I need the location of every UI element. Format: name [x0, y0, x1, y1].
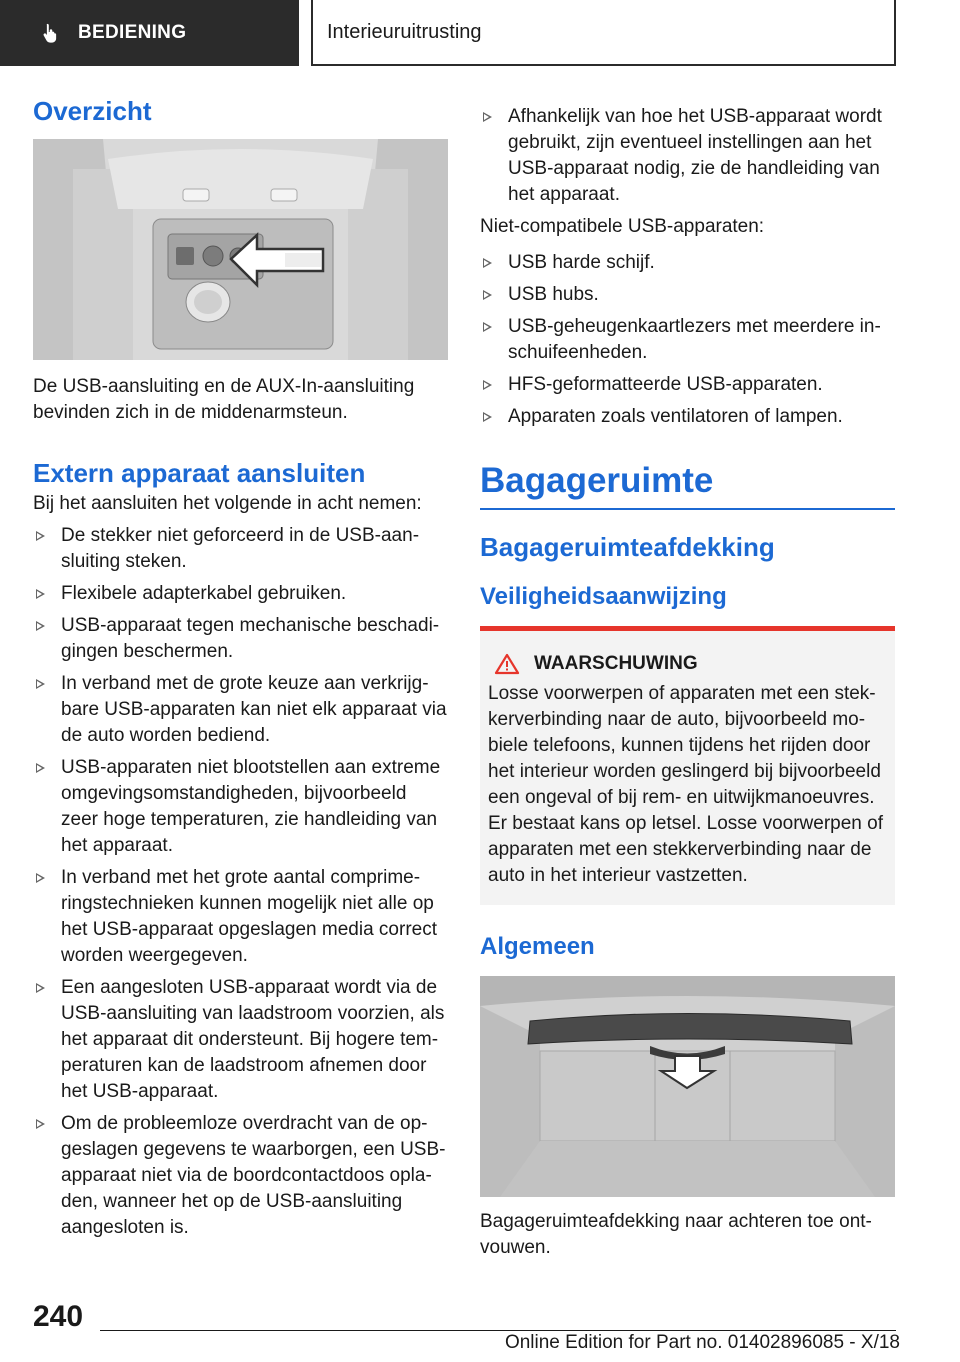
heading-algemeen: Algemeen: [480, 932, 595, 960]
triangle-bullet-icon: [36, 1119, 45, 1129]
armrest-usb-illustration: [33, 139, 448, 360]
warning-box: [480, 626, 895, 905]
left-column: [33, 96, 448, 1247]
chapter-label: BEDIENING: [78, 22, 187, 43]
warning-triangle-icon: [494, 653, 520, 675]
connect-intro: Bij het aansluiten het volgende in acht nemen:: [33, 493, 422, 515]
heading-afdekking: Bagageruimteafdekking: [480, 532, 775, 562]
edition-info: Online Edition for Part no. 01402896085 - X/18: [504, 1332, 900, 1353]
triangle-bullet-icon: [36, 589, 45, 599]
triangle-bullet-icon: [36, 763, 45, 773]
incompatible-label: Niet-compatibele USB-apparaten:: [480, 216, 765, 237]
right-column: [480, 104, 895, 1261]
list-item: Apparaten zoals ventilatoren of lampen.: [480, 404, 895, 430]
triangle-bullet-icon: [36, 621, 45, 631]
list-item: USB harde schijf.: [480, 250, 895, 276]
warning-header: [494, 653, 887, 675]
usb-port-photo: [33, 139, 448, 360]
heading-bagageruimte: Bagageruimte: [480, 461, 714, 500]
heading-extern: Extern apparaat aansluiten: [33, 458, 366, 489]
triangle-bullet-icon: [483, 290, 492, 300]
incompatible-devices-list: [480, 250, 895, 430]
triangle-bullet-icon: [483, 380, 492, 390]
list-item: USB-geheugenkaartlezers met meerdere inschuifeenheden.: [480, 314, 895, 366]
list-item: HFS-geformatteerde USB-apparaten.: [480, 372, 895, 398]
trunk-cover-illustration: [480, 976, 895, 1197]
triangle-bullet-icon: [483, 258, 492, 268]
photo1-caption: De USB-aansluiting en de AUX-In-aansluiting bevinden zich in de middenarmsteun.: [33, 376, 415, 424]
warning-title: WAARSCHUWING: [534, 652, 698, 674]
warning-text: Losse voorwerpen of apparaten met een stekkerverbinding naar de auto, bijvoorbeeld mobiele telefoons, kunnen tijdens het rijden door het interieur worden geslingerd bij bijvoorbeeld een ongeval of bij rem- en uitwijkmanoeuvres. Er bestaat kans op letsel. Losse voorwerpen of apparaten met een stekkerverbinding naar de auto in het interieur vastzetten.: [488, 682, 884, 886]
usb-settings-list: [480, 104, 895, 208]
list-item: In verband met de grote keuze aan verkrijgbare USB-apparaten kan niet elk apparaat via de auto worden bediend.: [33, 671, 448, 749]
footer-divider: [100, 1330, 896, 1331]
list-item: USB hubs.: [480, 282, 895, 308]
triangle-bullet-icon: [483, 322, 492, 332]
chapter-tab: [0, 0, 299, 66]
list-item: De stekker niet geforceerd in de USB-aansluiting steken.: [33, 523, 448, 575]
triangle-bullet-icon: [36, 531, 45, 541]
list-item: USB-apparaat tegen mechanische beschadigingen beschermen.: [33, 613, 448, 665]
hand-pointer-icon: [40, 22, 62, 44]
photo2-caption: Bagageruimteafdekking naar achteren toe ontvouwen.: [480, 1210, 872, 1258]
triangle-bullet-icon: [36, 679, 45, 689]
connect-rules-list: [33, 523, 448, 1241]
list-item: Flexibele adapterkabel gebruiken.: [33, 581, 448, 607]
triangle-bullet-icon: [36, 983, 45, 993]
trunk-cover-photo: [480, 976, 895, 1197]
page-number: 240: [33, 1300, 84, 1333]
list-item: Om de probleemloze overdracht van de opgeslagen gegevens te waarborgen, een USB-apparaat niet via de boordcontactdoos opladen, wanneer het op de USB-aansluiting aangesloten is.: [33, 1111, 448, 1241]
list-item: Een aangesloten USB-apparaat wordt via de USB-aansluiting van laadstroom voorzien, als het apparaat dit ondersteunt. Bij hogere temperaturen kan de laadstroom afnemen door het USB-apparaat.: [33, 975, 448, 1105]
heading-veiligheid: Veiligheidsaanwijzing: [480, 583, 727, 611]
section-label: Interieuruitrusting: [327, 20, 482, 43]
list-item: USB-apparaten niet blootstellen aan extreme omgevingsomstandigheden, bijvoorbeeld zeer hoge temperaturen, zie handleiding van het apparaat.: [33, 755, 448, 859]
bagageruimte-heading-block: [480, 460, 895, 510]
triangle-bullet-icon: [483, 112, 492, 122]
list-item: In verband met het grote aantal comprimeringstechnieken kunnen mogelijk niet alle op het USB-apparaat opgeslagen media correct worden weergegeven.: [33, 865, 448, 969]
list-item: Afhankelijk van hoe het USB-apparaat wordt gebruikt, zijn eventueel instellingen aan het USB-apparaat nodig, zie de handleiding van het apparaat.: [480, 104, 895, 208]
triangle-bullet-icon: [483, 412, 492, 422]
heading-overzicht: Overzicht: [33, 96, 152, 126]
triangle-bullet-icon: [36, 873, 45, 883]
section-title: [311, 0, 896, 66]
